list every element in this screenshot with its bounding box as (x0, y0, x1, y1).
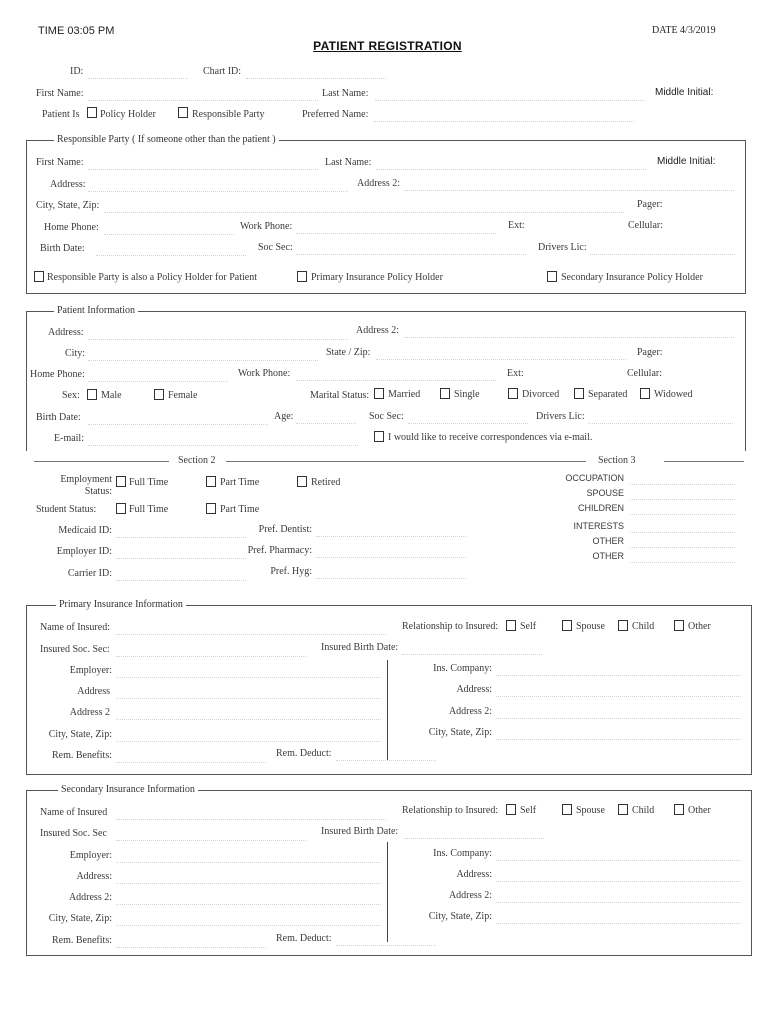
emp-part-time-label: Part Time (220, 477, 260, 488)
rp-pager-label: Pager: (637, 199, 663, 210)
secondary-column-divider (387, 842, 388, 942)
pt-birth-date-label: Birth Date: (36, 412, 81, 423)
pt-email-opt-in-label: I would like to receive correspondences via e-mail. (388, 432, 593, 443)
patient-is-label: Patient Is (42, 109, 80, 120)
sec-address-label: Address: (76, 871, 112, 882)
rp-secondary-label: Secondary Insurance Policy Holder (561, 272, 703, 283)
other2-field[interactable] (630, 562, 735, 563)
pri-child-checkbox[interactable] (618, 620, 628, 631)
sec-city-state-zip-r-label: City, State, Zip: (428, 911, 492, 922)
sec-child-checkbox[interactable] (618, 804, 628, 815)
pt-single-checkbox[interactable] (440, 388, 450, 399)
last-name-label: Last Name: (322, 88, 369, 99)
sec-address2-label: Address 2: (68, 892, 112, 903)
sec-rem-deduct-field[interactable] (336, 945, 436, 946)
sec-self-checkbox[interactable] (506, 804, 516, 815)
student-status-label: Student Status: (36, 504, 97, 515)
pt-age-field[interactable] (296, 423, 356, 424)
sec-spouse-label: Spouse (576, 805, 605, 816)
primary-insurance-legend: Primary Insurance Information (56, 599, 186, 611)
rp-soc-sec-label: Soc Sec: (258, 242, 293, 253)
sec-address-r-field[interactable] (496, 881, 741, 882)
pt-drivers-lic-field[interactable] (588, 423, 733, 424)
responsible-party-checkbox[interactable] (178, 107, 188, 118)
page-title: PATIENT REGISTRATION (313, 39, 462, 53)
pt-widowed-label: Widowed (654, 389, 693, 400)
sec-ins-company-field[interactable] (496, 860, 741, 861)
sec-city-state-zip-label: City, State, Zip: (48, 913, 112, 924)
spouse-label: SPOUSE (586, 488, 624, 498)
emp-retired-checkbox[interactable] (297, 476, 307, 487)
section3-rule (664, 461, 744, 462)
sec-rem-benefits-label: Rem. Benefits: (52, 935, 112, 946)
rp-first-name-label: First Name: (36, 157, 84, 168)
interests-field[interactable] (630, 532, 735, 533)
sec-name-of-insured-field[interactable] (116, 819, 386, 820)
sec-address2-field[interactable] (116, 904, 381, 905)
pt-address2-field[interactable] (404, 337, 734, 338)
sec-spouse-checkbox[interactable] (562, 804, 572, 815)
pt-email-opt-in-checkbox[interactable] (374, 431, 384, 442)
emp-full-time-label: Full Time (129, 477, 169, 488)
spouse-field[interactable] (630, 499, 735, 500)
pri-insured-birth-date-field[interactable] (402, 654, 542, 655)
rp-birth-date-label: Birth Date: (40, 243, 85, 254)
children-label: CHILDREN (577, 503, 624, 513)
other1-field[interactable] (630, 547, 735, 548)
sec-self-label: Self (520, 805, 537, 816)
employer-id-label: Employer ID: (56, 546, 112, 557)
other1-label: OTHER (592, 536, 624, 546)
pri-address-label: Address (77, 686, 110, 697)
pt-work-phone-label: Work Phone: (238, 368, 291, 379)
pt-sex-label: Sex: (62, 390, 80, 401)
rp-city-state-zip-label: City, State, Zip: (36, 200, 100, 211)
pt-state-zip-label: State / Zip: (326, 347, 371, 358)
pri-rem-deduct-field[interactable] (336, 760, 436, 761)
stu-part-time-label: Part Time (220, 504, 260, 515)
last-name-field[interactable] (375, 100, 645, 101)
id-label: ID: (70, 66, 84, 77)
rp-address2-field[interactable] (404, 190, 734, 191)
section2-heading: Section 2 (178, 455, 216, 466)
pt-age-label: Age: (274, 411, 294, 422)
pri-name-of-insured-label: Name of Insured: (40, 622, 110, 633)
first-name-field[interactable] (88, 100, 318, 101)
pref-pharmacy-field[interactable] (316, 557, 466, 558)
pt-single-label: Single (454, 389, 480, 400)
pt-pager-label: Pager: (637, 347, 663, 358)
print-time: TIME 03:05 PM (38, 25, 115, 37)
sec-name-of-insured-label: Name of Insured (40, 807, 108, 818)
pri-rem-benefits-field[interactable] (116, 762, 266, 763)
pri-ins-company-field[interactable] (496, 675, 741, 676)
sec-insured-soc-sec-label: Insured Soc. Sec (40, 828, 107, 839)
pt-female-label: Female (168, 390, 198, 401)
sec-rem-deduct-label: Rem. Deduct: (276, 933, 332, 944)
rp-address-label: Address: (50, 179, 86, 190)
pt-drivers-lic-label: Drivers Lic: (536, 411, 585, 422)
pri-address2-r-label: Address 2: (448, 706, 492, 717)
pri-insured-soc-sec-label: Insured Soc. Sec: (40, 644, 110, 655)
rp-secondary-checkbox[interactable] (547, 271, 557, 282)
sec-address-r-label: Address: (456, 869, 492, 880)
pt-city-label: City: (65, 348, 86, 359)
pri-self-label: Self (520, 621, 537, 632)
pri-other-label: Other (688, 621, 711, 632)
pt-soc-sec-label: Soc Sec: (369, 411, 404, 422)
pt-female-checkbox[interactable] (154, 389, 164, 400)
responsible-party-legend: Responsible Party ( If someone other than the patient ) (54, 134, 279, 146)
pri-address-r-field[interactable] (496, 696, 741, 697)
middle-initial-label: Middle Initial: (655, 87, 714, 98)
pri-spouse-checkbox[interactable] (562, 620, 572, 631)
secondary-insurance-legend: Secondary Insurance Information (58, 784, 198, 796)
pt-home-phone-field[interactable] (88, 381, 228, 382)
pt-ext-label: Ext: (507, 368, 524, 379)
pt-address2-label: Address 2: (356, 325, 400, 336)
pref-pharmacy-label: Pref. Pharmacy: (247, 545, 312, 556)
sec-relationship-label: Relationship to Insured: (402, 805, 499, 816)
rp-birth-date-field[interactable] (96, 255, 246, 256)
print-date: DATE 4/3/2019 (652, 25, 716, 36)
sec-address2-r-label: Address 2: (448, 890, 492, 901)
section3-heading: Section 3 (598, 455, 636, 466)
rp-drivers-lic-field[interactable] (590, 254, 735, 255)
pt-separated-checkbox[interactable] (574, 388, 584, 399)
employment-status-label: Status: (84, 486, 112, 497)
pri-rem-benefits-label: Rem. Benefits: (52, 750, 112, 761)
policy-holder-checkbox[interactable] (87, 107, 97, 118)
sec-city-state-zip-field[interactable] (116, 925, 381, 926)
rp-city-state-zip-field[interactable] (104, 212, 624, 213)
pri-city-state-zip-r-label: City, State, Zip: (428, 727, 492, 738)
rp-ext-label: Ext: (508, 220, 525, 231)
pref-hyg-field[interactable] (316, 578, 466, 579)
section2-rule-left (34, 461, 169, 462)
first-name-label: First Name: (36, 88, 84, 99)
rp-soc-sec-field[interactable] (296, 254, 526, 255)
pt-marital-status-label: Marital Status: (310, 390, 370, 401)
pt-address-label: Address: (48, 327, 84, 338)
sec-employer-label: Employer: (69, 850, 112, 861)
sec-ins-company-label: Ins. Company: (433, 848, 492, 859)
carrier-id-label: Carrier ID: (67, 568, 112, 579)
pt-email-field[interactable] (88, 445, 358, 446)
pt-birth-date-field[interactable] (88, 424, 268, 425)
stu-full-time-label: Full Time (129, 504, 169, 515)
responsible-party-label: Responsible Party (192, 109, 265, 120)
pri-city-state-zip-label: City, State, Zip: (48, 729, 112, 740)
carrier-id-field[interactable] (116, 580, 246, 581)
pt-widowed-checkbox[interactable] (640, 388, 650, 399)
sec-other-checkbox[interactable] (674, 804, 684, 815)
sec-city-state-zip-r-field[interactable] (496, 923, 741, 924)
pri-address-r-label: Address: (456, 684, 492, 695)
stu-full-time-checkbox[interactable] (116, 503, 126, 514)
emp-part-time-checkbox[interactable] (206, 476, 216, 487)
rp-policy-holder-checkbox[interactable] (34, 271, 44, 282)
sec-insured-soc-sec-field[interactable] (116, 840, 306, 841)
section2-rule-right (226, 461, 586, 462)
emp-retired-label: Retired (311, 477, 341, 488)
pri-city-state-zip-field[interactable] (116, 741, 381, 742)
rp-primary-checkbox[interactable] (297, 271, 307, 282)
emp-full-time-checkbox[interactable] (116, 476, 126, 487)
sec-address-field[interactable] (116, 883, 381, 884)
rp-address2-label: Address 2: (357, 178, 401, 189)
preferred-name-label: Preferred Name: (302, 109, 369, 120)
pri-address2-label: Address 2 (69, 707, 110, 718)
occupation-field[interactable] (630, 484, 735, 485)
chart-id-field[interactable] (246, 78, 386, 79)
sec-child-label: Child (632, 805, 655, 816)
pt-separated-label: Separated (588, 389, 628, 400)
occupation-label: OCCUPATION (565, 473, 624, 483)
pri-employer-label: Employer: (69, 665, 112, 676)
rp-primary-label: Primary Insurance Policy Holder (311, 272, 443, 283)
pt-work-phone-field[interactable] (296, 380, 496, 381)
rp-last-name-label: Last Name: (325, 157, 372, 168)
pref-dentist-field[interactable] (316, 536, 466, 537)
sec-employer-field[interactable] (116, 862, 381, 863)
patient-information-legend: Patient Information (54, 305, 138, 317)
pt-soc-sec-field[interactable] (408, 423, 528, 424)
pt-divorced-label: Divorced (522, 389, 560, 400)
chart-id-label: Chart ID: (203, 66, 242, 77)
rp-address-field[interactable] (88, 191, 348, 192)
pt-married-label: Married (388, 389, 421, 400)
pri-city-state-zip-r-field[interactable] (496, 739, 741, 740)
pt-male-checkbox[interactable] (87, 389, 97, 400)
rp-middle-initial-label: Middle Initial: (657, 156, 716, 167)
rp-work-phone-field[interactable] (296, 233, 496, 234)
preferred-name-field[interactable] (374, 121, 634, 122)
pri-spouse-label: Spouse (576, 621, 605, 632)
rp-home-phone-field[interactable] (104, 234, 234, 235)
pt-email-label: E-mail: (54, 433, 84, 444)
rp-drivers-lic-label: Drivers Lic: (538, 242, 587, 253)
stu-part-time-checkbox[interactable] (206, 503, 216, 514)
pri-other-checkbox[interactable] (674, 620, 684, 631)
children-field[interactable] (630, 514, 735, 515)
sec-rem-benefits-field[interactable] (116, 947, 266, 948)
pri-ins-company-label: Ins. Company: (433, 663, 492, 674)
sec-other-label: Other (688, 805, 711, 816)
primary-column-divider (387, 660, 388, 760)
rp-cellular-label: Cellular: (628, 220, 663, 231)
pt-cellular-label: Cellular: (627, 368, 662, 379)
pri-insured-soc-sec-field[interactable] (116, 656, 306, 657)
pri-employer-field[interactable] (116, 677, 381, 678)
pri-insured-birth-date-label: Insured Birth Date: (321, 642, 399, 653)
pt-city-field[interactable] (88, 360, 318, 361)
pri-relationship-label: Relationship to Insured: (402, 621, 499, 632)
responsible-party-section (26, 140, 746, 294)
pri-name-of-insured-field[interactable] (116, 634, 386, 635)
medicaid-id-field[interactable] (116, 537, 246, 538)
rp-policy-holder-label: Responsible Party is also a Policy Holder for Patient (47, 272, 257, 283)
sec-address2-r-field[interactable] (496, 902, 741, 903)
pri-address-field[interactable] (116, 698, 381, 699)
pri-rem-deduct-label: Rem. Deduct: (276, 748, 332, 759)
medicaid-id-label: Medicaid ID: (58, 525, 112, 536)
rp-home-phone-label: Home Phone: (44, 222, 99, 233)
interests-label: INTERESTS (573, 521, 624, 531)
employer-id-field[interactable] (116, 558, 246, 559)
pt-state-zip-field[interactable] (376, 359, 626, 360)
pref-dentist-label: Pref. Dentist: (258, 524, 312, 535)
other2-label: OTHER (592, 551, 624, 561)
policy-holder-label: Policy Holder (100, 109, 156, 120)
sec-insured-birth-date-label: Insured Birth Date: (321, 826, 399, 837)
pref-hyg-label: Pref. Hyg: (270, 566, 312, 577)
pt-male-label: Male (101, 390, 122, 401)
pri-address2-field[interactable] (116, 719, 381, 720)
pri-address2-r-field[interactable] (496, 718, 741, 719)
employment-label: Employment (60, 474, 112, 485)
pt-divorced-checkbox[interactable] (508, 388, 518, 399)
pt-address-field[interactable] (88, 339, 348, 340)
id-field[interactable] (88, 78, 188, 79)
rp-last-name-field[interactable] (376, 169, 646, 170)
pri-self-checkbox[interactable] (506, 620, 516, 631)
rp-first-name-field[interactable] (88, 169, 318, 170)
sec-insured-birth-date-field[interactable] (404, 838, 544, 839)
pt-home-phone-label: Home Phone: (30, 369, 85, 380)
pt-married-checkbox[interactable] (374, 388, 384, 399)
rp-work-phone-label: Work Phone: (240, 221, 293, 232)
pri-child-label: Child (632, 621, 655, 632)
